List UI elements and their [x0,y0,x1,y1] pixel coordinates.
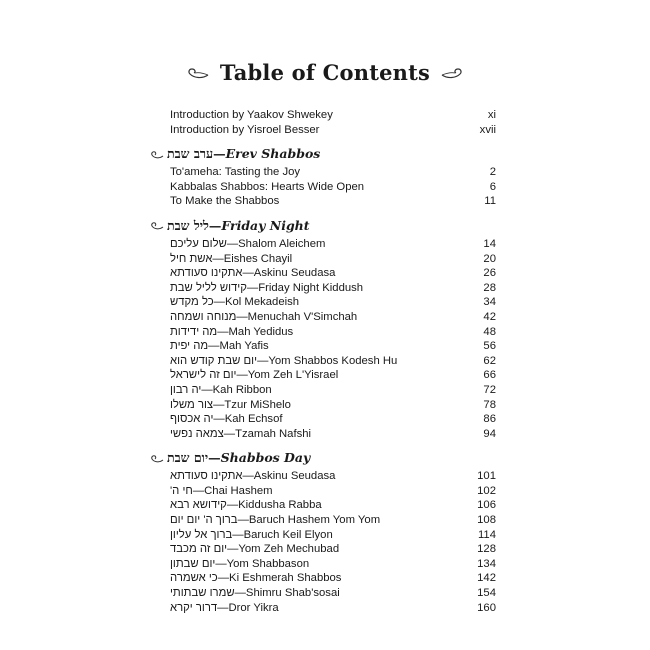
entry-english: Shimru Shab'sosai [245,587,340,600]
page-number: 2 [489,166,496,179]
section-flourish-icon [150,150,164,160]
page-number: 101 [477,470,496,483]
section-hebrew-title: ערב שבת [167,146,214,162]
page-number: 142 [477,572,496,585]
page-number: 128 [477,543,496,556]
toc-entry [150,412,496,427]
page-number: 108 [477,514,496,527]
entry-label [170,586,340,601]
entry-label [170,237,325,252]
toc-entry [150,513,496,528]
toc-entry [150,528,496,543]
entry-dash: — [226,499,239,512]
page-number: 86 [483,413,496,426]
intro-label: Introduction by Yaakov Shwekey [170,109,333,121]
entry-dash: — [257,354,269,367]
entry-label [170,266,335,281]
toc-entry [150,339,496,354]
entry-english: Friday Night Kiddush [258,281,364,294]
entry-label [170,571,341,586]
toc-entry [150,498,496,513]
page-number: 134 [477,557,496,570]
toc-entry [150,354,496,369]
entry-dash: — [237,514,249,527]
entry-label [170,310,357,325]
page-number: 94 [483,427,496,440]
page-number: 66 [483,369,496,382]
toc-entry [150,557,496,572]
toc-entry [150,165,496,180]
entry-dash: — [217,325,229,338]
entry-label [170,484,273,499]
entry-hebrew: צמאה נפשי [170,427,224,440]
toc-entry [150,383,496,398]
entry-hebrew: יה אכסוף [170,413,214,426]
toc-entry [150,484,496,499]
toc-entry [150,427,496,442]
entry-hebrew: שלום עליכם [170,237,227,250]
entry-hebrew: ברוך אל עליון [170,528,233,541]
entry-label [170,528,333,543]
entry-hebrew: צור משלו [170,398,214,411]
entry-dash: — [242,267,254,280]
entry-hebrew: יום שבתון [170,557,216,570]
entry-dash: — [213,398,225,411]
toc-entry [150,325,496,340]
entry-dash: — [242,470,254,483]
page-number: 28 [483,281,496,294]
entry-english: Menuchah V'Simchah [247,310,358,323]
entry-english: Askinu Seudasa [253,470,336,483]
entry-dash: — [213,296,225,309]
section-heading [150,215,496,237]
entry-hebrew: יום זה לישראל [170,369,237,382]
entry-english: Mah Yedidus [228,325,294,338]
toc-entry [150,180,496,195]
toc-entry [150,542,496,557]
entry-english: Kabbalas Shabbos: Hearts Wide Open [170,180,365,193]
entry-english: Shalom Aleichem [238,237,326,250]
toc-entry [150,295,496,310]
entry-hebrew: כי אשמרה [170,572,218,585]
page-number: 106 [477,499,496,512]
entry-label [170,252,292,267]
entry-english: To Make the Shabbos [170,195,280,208]
entry-english: Kol Mekadeish [224,296,300,309]
page-number: 72 [483,383,496,396]
entry-hebrew: אתקינו סעודתא [170,267,243,280]
entry-label [170,295,299,310]
left-flourish-icon [187,66,209,80]
entry-label [170,498,322,513]
entry-label [170,398,291,413]
entry-hebrew: חי ה' [170,484,193,497]
entry-dash: — [232,528,244,541]
page-number: 42 [483,310,496,323]
entry-english: Tzamah Nafshi [235,427,312,440]
entry-hebrew: מנוחה ושמחה [170,310,237,323]
page-number: 14 [483,237,496,250]
entry-dash: — [234,587,246,600]
toc-entry [150,368,496,383]
entry-dash: — [236,310,248,323]
entry-english: Yom Shabbason [226,557,310,570]
entry-english: Yom Zeh Mechubad [238,543,340,556]
entry-dash: — [246,281,259,294]
toc-entry [150,310,496,325]
entry-hebrew: ברוך ה' יום יום [170,514,238,527]
toc-entry [150,571,496,586]
entry-label [170,513,380,528]
table-of-contents [150,108,496,615]
entry-hebrew: יום זה מכבד [170,543,228,556]
intro-row [150,123,496,138]
entry-english: Kah Ribbon [212,383,272,396]
entry-hebrew: אתקינו סעודתא [170,470,243,483]
entry-dash: — [217,601,229,614]
entry-label [170,383,272,398]
toc-entry [150,469,496,484]
toc-entry [150,237,496,252]
page-number: xi [487,109,496,121]
entry-english: Kah Echsof [224,413,283,426]
page-number: 11 [484,195,496,208]
section-english-title: Friday Night [221,217,310,233]
toc-entry [150,586,496,601]
section-heading [150,143,496,165]
entry-label [170,427,311,442]
page-number: 6 [489,180,496,193]
intro-row [150,108,496,123]
section-english-title: Erev Shabbos [225,146,321,162]
right-flourish-icon [441,66,463,80]
entry-hebrew: מה יפית [170,340,209,353]
entry-dash: — [223,427,236,440]
page-number: xvii [479,123,496,136]
page-number: 48 [483,325,496,338]
toc-entry [150,601,496,616]
section-hebrew-title: יום שבת [167,450,209,466]
entry-dash: — [215,557,227,570]
entry-label [170,281,363,296]
entry-hebrew: יה רבון [170,383,202,396]
page-number: 34 [483,296,496,309]
section-hebrew-title: ליל שבת [167,217,209,233]
intro-label: Introduction by Yisroel Besser [170,123,320,136]
toc-entry [150,266,496,281]
entry-label [170,412,283,427]
section-flourish-icon [150,454,164,464]
page-number: 62 [483,354,496,367]
section-flourish-icon [150,221,164,231]
entry-english: Ki Eshmerah Shabbos [229,572,342,585]
entry-hebrew: מה ידידות [170,325,218,338]
section-dash: — [213,146,226,162]
entry-hebrew: שמרו שבתותי [170,587,235,600]
page-number: 160 [477,601,496,614]
toc-entry [150,398,496,413]
entry-label [170,180,364,195]
section-english-title: Shabbos Day [220,450,311,466]
section-heading [150,447,496,469]
page-number: 102 [477,484,496,497]
entry-label [170,542,339,557]
entry-hebrew: דרור יקרא [170,601,218,614]
toc-entry [150,252,496,267]
entry-hebrew: יום שבת קודש הוא [170,354,258,367]
entry-label [170,165,300,180]
entry-dash: — [212,252,224,265]
entry-dash: — [226,237,239,250]
entry-dash: — [208,340,220,353]
entry-hebrew: קידוש לליל שבת [170,281,247,294]
entry-label [170,194,279,209]
page-number: 26 [483,267,496,280]
entry-english: Yom Zeh L'Yisrael [247,369,339,382]
entry-hebrew: אשת חיל [170,252,213,265]
entry-hebrew: קידושא רבא [170,499,227,512]
entry-dash: — [236,369,248,382]
entry-hebrew: כל מקדש [170,296,214,309]
entry-dash: — [217,572,230,585]
entry-english: Askinu Seudasa [253,267,336,280]
entry-label [170,368,338,383]
entry-dash: — [192,484,205,497]
section-dash: — [208,450,221,466]
entry-english: To'ameha: Tasting the Joy [170,166,301,179]
page-number: 56 [483,340,496,353]
entry-english: Eishes Chayil [223,252,293,265]
entry-english: Kiddusha Rabba [238,499,322,512]
toc-entry [150,281,496,296]
page-number: 154 [477,587,496,600]
page-title: Table of Contents [219,60,431,85]
entry-dash: — [213,413,225,426]
entry-label [170,469,335,484]
page-number: 20 [483,252,496,265]
entry-english: Baruch Hashem Yom Yom [248,514,381,527]
toc-entry [150,194,496,209]
entry-label [170,339,269,354]
section-dash: — [208,217,222,233]
entry-english: Chai Hashem [204,484,273,497]
entry-english: Dror Yikra [228,601,279,614]
entry-label [170,557,309,572]
page-number: 114 [477,528,496,541]
entry-label [170,354,397,369]
entry-label [170,325,293,340]
entry-label [170,601,279,616]
page-number: 78 [483,398,496,411]
entry-english: Mah Yafis [219,340,269,353]
entry-dash: — [227,543,239,556]
title-block [0,60,650,85]
entry-dash: — [201,383,213,396]
entry-english: Yom Shabbos Kodesh Hu [268,354,398,367]
entry-english: Baruch Keil Elyon [243,528,333,541]
entry-english: Tzur MiShelo [224,398,291,411]
